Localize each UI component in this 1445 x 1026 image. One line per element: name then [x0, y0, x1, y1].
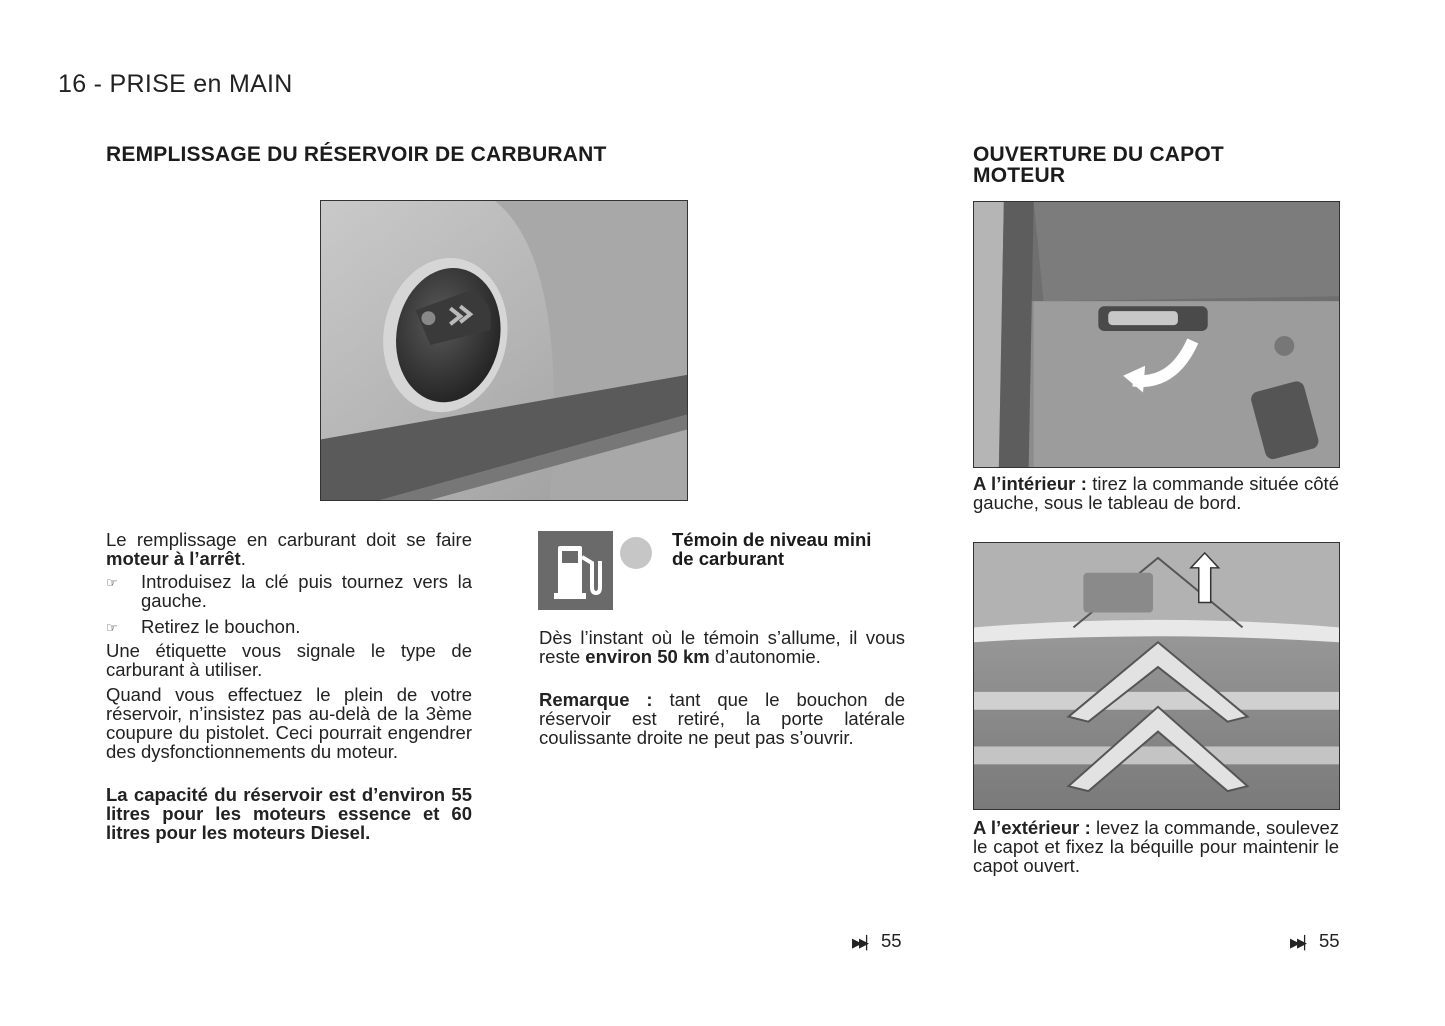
fuel-capacity-note: La capacité du réservoir est d’environ 55 litres pour les moteurs essence et 60 litres pour les moteurs Diesel.: [106, 784, 472, 843]
bonnet-inside-text: A l’intérieur : tirez la commande située côté gauche, sous le tableau de bord.: [973, 473, 1339, 513]
page-ref-left[interactable]: ▶▶▏ 55: [852, 930, 902, 951]
fuel-label-note: Une étiquette vous signale le type de carburant à utiliser.: [106, 640, 472, 680]
fuel-section-title: REMPLISSAGE DU RÉSERVOIR DE CARBURANT: [106, 143, 607, 166]
bonnet-section-title: OUVERTURE DU CAPOT MOTEUR: [973, 143, 1224, 187]
fuel-intro: Le remplissage en carburant doit se faire moteur à l’arrêt.: [106, 529, 472, 569]
bonnet-outside-text: A l’extérieur : levez la commande, soulevez le capot et fixez la béquille pour maintenir le capot ouvert.: [973, 817, 1339, 876]
page-header: 16 - PRISE en MAIN: [58, 70, 293, 98]
fuel-step-1: ☞ Introduisez la clé puis tournez vers la gauche.: [106, 571, 472, 611]
skip-forward-icon: ▶▶▏: [1290, 935, 1311, 950]
pointing-hand-icon: ☞: [106, 575, 118, 590]
warning-lamp-remark: Remarque : tant que le bouchon de réservoir est retiré, la porte latérale coulissante droite ne peut pas s’ouvrir.: [539, 689, 905, 748]
warning-lamp-text: Dès l’instant où le témoin s’allume, il vous reste environ 50 km d’autonomie.: [539, 627, 905, 667]
warning-lamp-title: Témoin de niveau mini de carburant: [672, 529, 872, 569]
fuel-cap-photo: [320, 200, 688, 501]
skip-forward-icon: ▶▶▏: [852, 935, 873, 950]
pointing-hand-icon: ☞: [106, 620, 118, 635]
fuel-step-2: ☞ Retirez le bouchon.: [106, 616, 301, 637]
fuel-refuel-note: Quand vous effectuez le plein de votre réservoir, n’insistez pas au-delà de la 3ème coupure du pistolet. Ceci pourrait engendrer des dysfonctionnements du moteur.: [106, 684, 472, 762]
fuel-pump-icon: [538, 531, 613, 610]
warning-lamp-indicator: [620, 537, 652, 569]
page-ref-right[interactable]: ▶▶▏ 55: [1290, 930, 1340, 951]
bonnet-release-outside-photo: [973, 542, 1340, 810]
bonnet-release-inside-photo: [973, 201, 1340, 468]
